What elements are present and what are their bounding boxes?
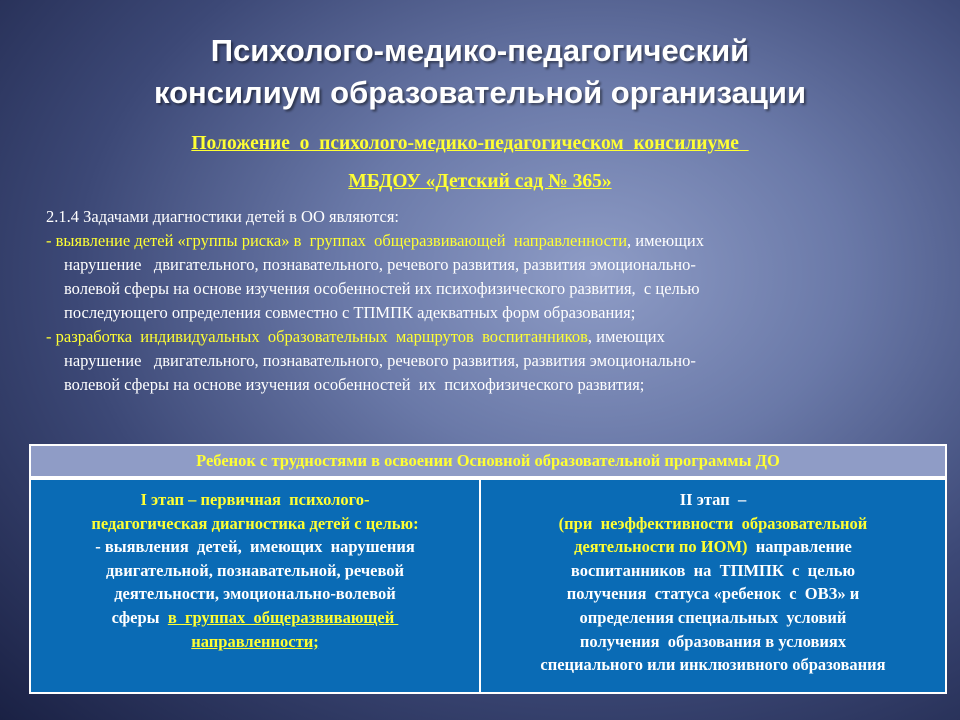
stage-2-yellow-line: (при неэффективности образовательной (558, 513, 868, 533)
task-item-1-line: последующего определения совместно с ТПМПК адекватных форм образования; (64, 303, 636, 322)
title-line-2: консилиум образовательной организации (153, 75, 806, 110)
table-header: Ребенок с трудностями в освоении Основной образовательной программы ДО (29, 444, 947, 478)
stage-2-line: получения образования в условиях (579, 631, 847, 651)
stage-1-line: педагогическая диагностика детей с целью: (91, 513, 419, 533)
task-item-1-line: нарушение двигательного, познавательного, речевого развития, развития эмоционально- (64, 255, 696, 274)
bullet: - (46, 327, 56, 346)
subtitle-line-1: Положение о психолого-медико-педагогическом консилиуме (191, 133, 749, 154)
stage-2-line: определения специальных условий (579, 607, 847, 627)
bullet: - (46, 231, 56, 250)
task-item-2-highlight: разработка индивидуальных образовательных маршрутов воспитанников (55, 327, 588, 346)
stage-1-line: деятельности, эмоционально-волевой (114, 584, 396, 604)
task-item-2-line: нарушение двигательного, познавательного, речевого развития, развития эмоционально- (64, 351, 696, 370)
stage-1-line (31, 630, 479, 654)
stage-1-line: двигательной, познавательной, речевой (105, 560, 405, 580)
stage-1-prefix: сферы (111, 607, 168, 627)
task-item-2-line: волевой сферы на основе изучения особенностей их психофизического развития; (64, 375, 645, 394)
stage-1-line: - выявления детей, имеющих нарушения (95, 537, 415, 557)
stage-1-line: I этап – первичная психолого- (140, 490, 370, 509)
stage-2-line: воспитанников на ТПМПК с целью (570, 560, 856, 580)
task-item-2-rest: , имеющих (587, 327, 665, 346)
stage-2-yellow-tail-start: деятельности по ИОМ) (574, 537, 748, 557)
stage-1-final: направленности; (191, 631, 319, 651)
body-text (46, 205, 926, 397)
stage-2-cell (479, 478, 947, 694)
subtitle-line-2: МБДОУ «Детский сад № 365» (348, 171, 612, 192)
stage-2-heading: II этап – (679, 490, 747, 509)
stage-2-line: специального или инклюзивного образования (540, 655, 886, 675)
title-line-1: Психолого-медико-педагогический (210, 33, 750, 68)
intro-text: 2.1.4 Задачами диагностики детей в ОО являются: (46, 207, 400, 226)
task-item-1-rest: , имеющих (627, 231, 704, 250)
task-item-1-highlight: выявление детей «группы риска» в группах общеразвивающей направленности (55, 231, 628, 250)
stage-2-line: получения статуса «ребенок с ОВЗ» и (566, 584, 860, 604)
stage-1-line (31, 606, 479, 630)
stage-1-underlined: в группах общеразвивающей (167, 607, 399, 627)
slide-title (0, 30, 960, 114)
stage-2-tail: направление (747, 537, 852, 557)
stage-2-line (481, 535, 945, 559)
task-item-1-first-line (46, 229, 926, 253)
task-item-2-first-line (46, 325, 926, 349)
stage-1-cell (29, 478, 481, 694)
task-item-1-line: волевой сферы на основе изучения особенностей их психофизического развития, с целью (64, 279, 700, 298)
